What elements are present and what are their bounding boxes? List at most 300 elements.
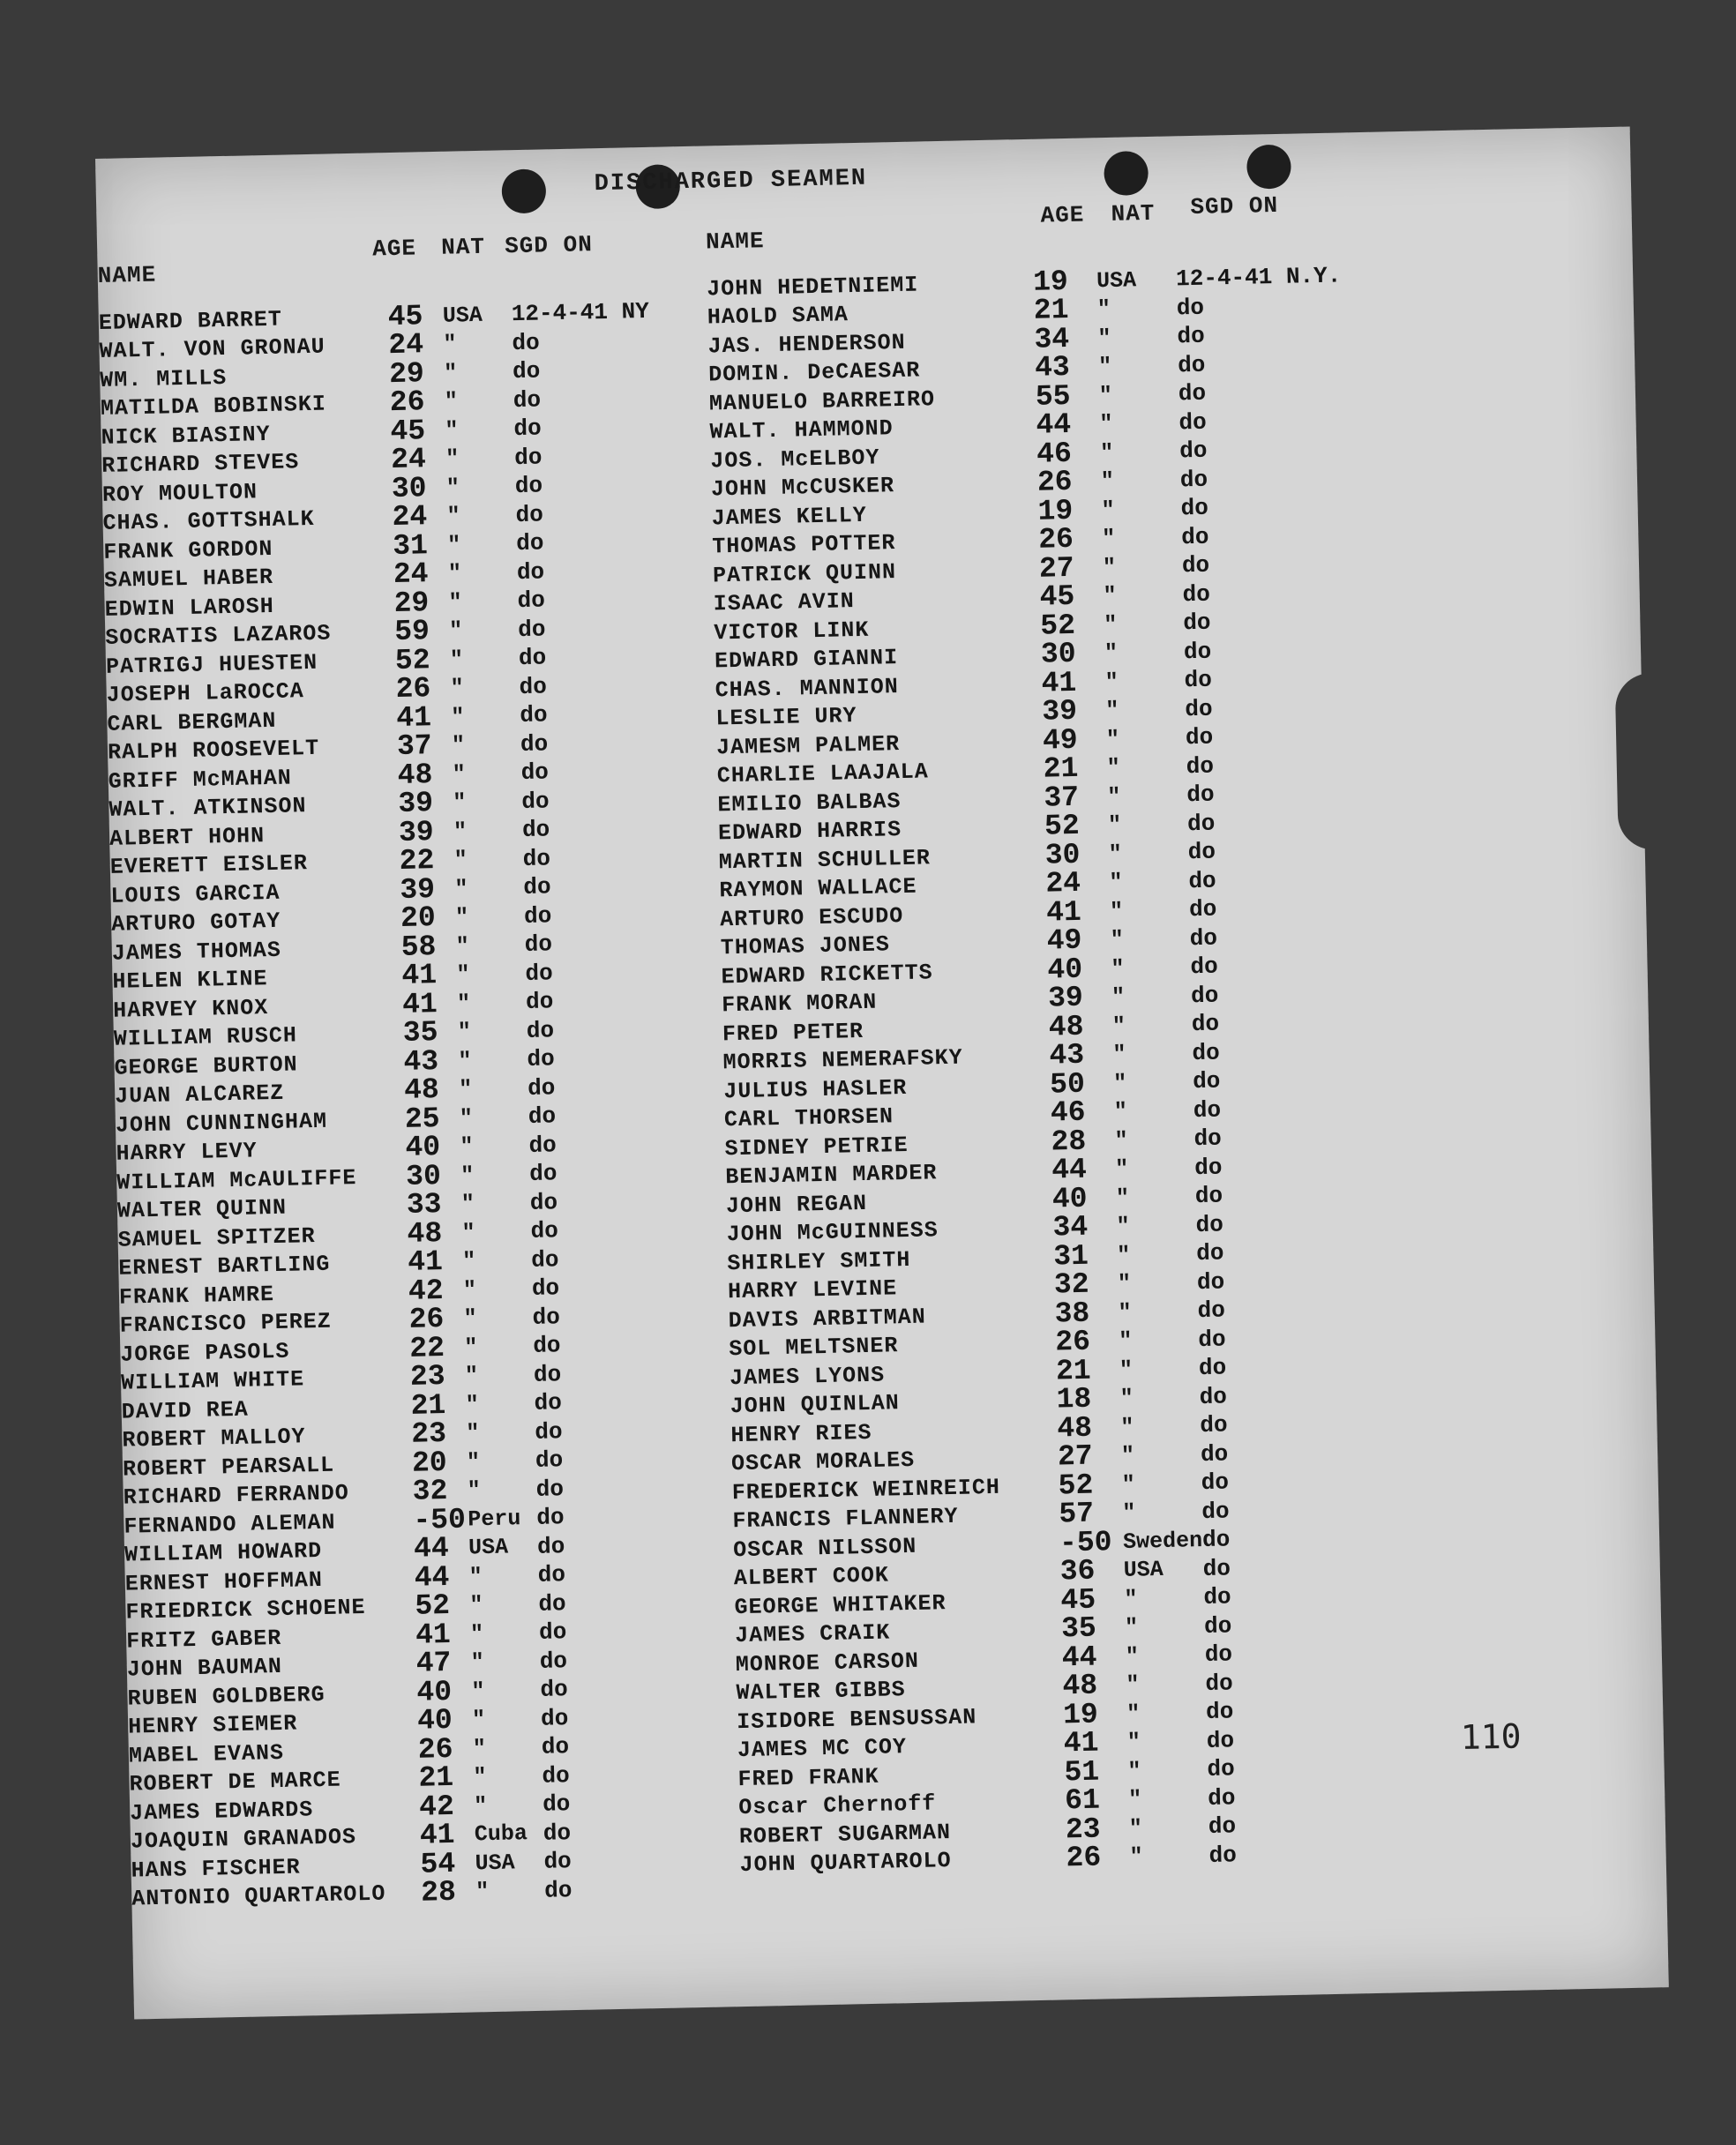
seaman-sgd: do: [1200, 1440, 1229, 1468]
seaman-nat: ": [464, 1363, 479, 1389]
seaman-sgd: do: [520, 730, 549, 758]
seaman-nat: ": [1121, 1471, 1136, 1498]
seaman-sgd: do: [528, 1160, 557, 1188]
seaman-sgd: do: [513, 386, 542, 414]
seaman-name: JAS. HENDERSON: [707, 329, 906, 360]
seaman-age: 37: [396, 729, 433, 764]
seaman-sgd: do: [1182, 609, 1211, 637]
seaman-sgd: do: [1197, 1297, 1226, 1325]
seaman-name: RALPH ROOSEVELT: [107, 736, 320, 766]
seaman-sgd: do: [518, 644, 547, 672]
seaman-nat: ": [464, 1334, 478, 1361]
seaman-age: 41: [401, 959, 438, 993]
seaman-name: JAMES KELLY: [711, 502, 867, 532]
seaman-sgd: do: [540, 1676, 568, 1704]
seaman-nat: USA: [475, 1850, 515, 1877]
seaman-nat: ": [1118, 1299, 1132, 1326]
seaman-nat: ": [469, 1592, 483, 1618]
seaman-name: ROBERT PEARSALL: [122, 1452, 335, 1483]
seaman-name: Oscar Chernoff: [738, 1790, 937, 1821]
seaman-name: HANS FISCHER: [131, 1854, 301, 1884]
seaman-nat: ": [1124, 1586, 1138, 1612]
seaman-nat: ": [1120, 1414, 1134, 1440]
seaman-age: 42: [408, 1274, 444, 1308]
left-header-name: NAME: [97, 261, 157, 289]
seaman-sgd: do: [1200, 1411, 1228, 1439]
seaman-nat: ": [453, 847, 468, 873]
seaman-age: 58: [400, 930, 437, 964]
seaman-name: EDWARD HARRIS: [717, 817, 902, 847]
seaman-sgd: do: [1183, 638, 1212, 666]
seaman-sgd: do: [517, 616, 546, 643]
seaman-nat: ": [1119, 1327, 1133, 1355]
punch-hole: [1246, 145, 1291, 190]
seaman-sgd: do: [1182, 580, 1211, 609]
seaman-name: OSCAR MORALES: [730, 1447, 916, 1477]
seaman-nat: ": [468, 1563, 483, 1590]
seaman-name: MANUELO BARREIRO: [708, 385, 936, 417]
seaman-nat: ": [458, 1048, 472, 1074]
seaman-age: 36: [1059, 1554, 1096, 1588]
seaman-nat: USA: [1096, 267, 1137, 295]
seaman-age: -50: [413, 1503, 467, 1537]
seaman-sgd: do: [1186, 810, 1216, 837]
seaman-nat: ": [1106, 755, 1121, 781]
seaman-age: 61: [1064, 1783, 1101, 1818]
seaman-nat: ": [453, 789, 467, 816]
right-header-name: NAME: [705, 228, 765, 256]
seaman-age: 41: [395, 700, 432, 735]
seaman-nat: ": [1104, 640, 1119, 667]
seaman-sgd: do: [1195, 1211, 1224, 1238]
seaman-nat: Cuba: [474, 1820, 528, 1848]
seaman-nat: ": [461, 1220, 475, 1246]
seaman-sgd: 12-4-41 N.Y.: [1175, 262, 1342, 293]
seaman-nat: ": [450, 675, 464, 701]
seaman-name: GEORGE WHITAKER: [734, 1589, 947, 1620]
seaman-nat: ": [1103, 583, 1117, 609]
seaman-name: JOHN QUINLAN: [730, 1390, 901, 1420]
seaman-name: ROY MOULTON: [101, 478, 258, 508]
seaman-sgd: do: [1192, 1039, 1221, 1066]
seaman-sgd: do: [535, 1475, 565, 1503]
seaman-sgd: do: [526, 1017, 555, 1044]
seaman-age: 43: [403, 1044, 439, 1079]
seaman-sgd: do: [1179, 408, 1208, 437]
seaman-age: 19: [1037, 494, 1074, 528]
seaman-nat: Sweden: [1122, 1527, 1203, 1555]
seaman-name: JOHN McGUINNESS: [726, 1217, 939, 1248]
seaman-nat: USA: [1123, 1557, 1164, 1584]
seaman-nat: ": [454, 904, 469, 930]
seaman-sgd: do: [537, 1561, 566, 1589]
seaman-name: SOL MELTSNER: [729, 1333, 899, 1363]
seaman-age: 21: [1043, 752, 1079, 786]
seaman-sgd: do: [522, 845, 551, 872]
seaman-nat: ": [1105, 698, 1119, 724]
seaman-age: 40: [416, 1675, 453, 1709]
seaman-name: JOSEPH LaROCCA: [106, 678, 305, 709]
seaman-age: 47: [415, 1647, 452, 1681]
seaman-age: 30: [1044, 838, 1081, 872]
seaman-nat: ": [1120, 1442, 1135, 1469]
seaman-age: 24: [1045, 867, 1081, 901]
seaman-name: CHAS. GOTTSHALK: [102, 506, 315, 537]
seaman-sgd: do: [1197, 1326, 1226, 1353]
seaman-sgd: do: [536, 1532, 565, 1560]
seaman-nat: ": [1126, 1700, 1141, 1727]
seaman-age: 48: [407, 1216, 443, 1251]
seaman-name: HELEN KLINE: [112, 966, 268, 996]
seaman-name: FRANK HAMRE: [118, 1281, 275, 1311]
seaman-name: RUBEN GOLDBERG: [127, 1681, 326, 1712]
seaman-age: 26: [408, 1303, 445, 1337]
seaman-nat: ": [1112, 1070, 1127, 1096]
seaman-sgd: do: [513, 444, 542, 471]
seaman-nat: ": [451, 704, 465, 730]
seaman-sgd: do: [541, 1733, 570, 1761]
seaman-age: 40: [1051, 1182, 1088, 1216]
seaman-name: FRIEDRICK SCHOENE: [125, 1595, 366, 1626]
seaman-sgd: do: [1191, 1010, 1220, 1038]
seaman-sgd: do: [1187, 838, 1216, 866]
seaman-name: JOHN McCUSKER: [710, 473, 895, 503]
seaman-sgd: do: [520, 701, 548, 729]
seaman-nat: ": [1109, 870, 1123, 896]
seaman-name: ISIDORE BENSUSSAN: [736, 1704, 977, 1735]
seaman-sgd: do: [528, 1102, 557, 1131]
seaman-age: 35: [402, 1016, 438, 1050]
seaman-age: 37: [1044, 781, 1080, 815]
seaman-nat: ": [1114, 1155, 1129, 1183]
seaman-age: 27: [1038, 551, 1074, 586]
seaman-sgd: do: [1184, 666, 1213, 694]
seaman-age: 48: [1048, 1010, 1084, 1044]
seaman-name: THOMAS POTTER: [712, 530, 896, 560]
seaman-age: 30: [391, 471, 427, 505]
seaman-name: WILLIAM HOWARD: [123, 1538, 323, 1568]
seaman-sgd: do: [519, 673, 548, 700]
seaman-sgd: do: [1188, 895, 1217, 923]
seaman-age: 40: [416, 1704, 453, 1738]
seaman-name: JOHN QUARTAROLO: [739, 1848, 952, 1879]
seaman-sgd: do: [536, 1504, 565, 1532]
seaman-sgd: do: [1179, 437, 1208, 465]
seaman-nat: ": [1122, 1499, 1136, 1527]
seaman-nat: ": [473, 1764, 487, 1790]
seaman-sgd: do: [521, 788, 550, 815]
seaman-sgd: do: [542, 1790, 571, 1819]
seaman-name: WILLIAM RUSCH: [113, 1022, 298, 1053]
seaman-age: 18: [1056, 1382, 1092, 1416]
seaman-name: JOHN BAUMAN: [126, 1654, 283, 1683]
seaman-age: 23: [409, 1360, 445, 1394]
seaman-sgd: do: [512, 329, 541, 356]
seaman-name: PATRIGJ HUESTEN: [105, 649, 318, 680]
seaman-nat: ": [1109, 898, 1124, 924]
seaman-nat: ": [458, 1076, 473, 1102]
seaman-nat: ": [449, 646, 464, 673]
seaman-sgd: do: [1185, 695, 1213, 723]
seaman-sgd: do: [529, 1189, 558, 1216]
seaman-name: FREDERICK WEINREICH: [731, 1474, 1001, 1506]
seaman-age: 39: [398, 815, 435, 849]
seaman-sgd: do: [1177, 322, 1206, 350]
seaman-age: 35: [1060, 1611, 1097, 1646]
right-header-nat: NAT: [1111, 199, 1156, 228]
seaman-sgd: do: [1181, 551, 1210, 579]
seaman-sgd: do: [1201, 1498, 1230, 1525]
seaman-nat: ": [459, 1105, 474, 1132]
seaman-age: 48: [1062, 1669, 1098, 1703]
seaman-name: GRIFF McMAHAN: [108, 765, 293, 795]
seaman-name: ISAAC AVIN: [713, 588, 856, 617]
seaman-age: 24: [388, 328, 424, 362]
seaman-sgd: do: [1207, 1784, 1236, 1812]
seaman-sgd: do: [1205, 1698, 1234, 1726]
seaman-nat: ": [475, 1879, 490, 1905]
seaman-name: JUAN ALCAREZ: [114, 1080, 285, 1110]
seaman-name: FRANK MORAN: [721, 989, 878, 1019]
seaman-name: FRITZ GABER: [125, 1625, 282, 1655]
seaman-sgd: do: [1202, 1555, 1231, 1582]
seaman-age: 52: [1058, 1469, 1094, 1503]
seaman-age: 49: [1046, 924, 1082, 958]
seaman-sgd: do: [523, 873, 551, 901]
seaman-name: WALT. HAMMOND: [709, 415, 894, 445]
seaman-name: HARRY LEVINE: [727, 1275, 898, 1305]
seaman-sgd: do: [525, 988, 554, 1016]
seaman-age: 57: [1059, 1497, 1095, 1531]
seaman-age: 54: [420, 1847, 456, 1881]
seaman-age: 51: [1064, 1755, 1100, 1790]
seaman-nat: ": [453, 818, 468, 845]
seaman-nat: ": [460, 1133, 474, 1160]
seaman-age: 40: [1047, 953, 1083, 987]
seaman-sgd: do: [1195, 1239, 1224, 1267]
seaman-nat: ": [1124, 1614, 1139, 1641]
seaman-age: 40: [405, 1131, 441, 1165]
seaman-nat: ": [457, 1019, 472, 1045]
seaman-sgd: do: [517, 587, 546, 615]
seaman-nat: ": [446, 503, 460, 529]
seaman-age: 52: [1039, 609, 1076, 643]
seaman-name: CARL BERGMAN: [107, 707, 277, 737]
seaman-name: PATRICK QUINN: [712, 558, 897, 589]
seaman-age: 25: [404, 1102, 440, 1136]
seaman-name: JAMES THOMAS: [111, 937, 282, 967]
seaman-age: 49: [1042, 723, 1079, 758]
seaman-sgd: do: [1180, 523, 1209, 551]
seaman-sgd: do: [1190, 982, 1219, 1009]
seaman-name: JOS. McELBOY: [710, 445, 880, 475]
seaman-nat: ": [1105, 726, 1120, 752]
seaman-name: EDWARD GIANNI: [714, 645, 899, 675]
seaman-nat: ": [1126, 1671, 1140, 1699]
seaman-age: 44: [1051, 1153, 1088, 1187]
seaman-age: 26: [1036, 466, 1073, 499]
left-header-age: AGE: [371, 235, 417, 263]
seaman-sgd: do: [515, 501, 544, 528]
seaman-name: OSCAR NILSSON: [732, 1533, 917, 1563]
seaman-age: 34: [1052, 1210, 1089, 1244]
seaman-name: JAMES LYONS: [729, 1362, 886, 1391]
seaman-age: 24: [390, 443, 427, 477]
seaman-name: DAVID REA: [121, 1396, 250, 1425]
seaman-sgd: do: [1188, 867, 1216, 894]
seaman-age: 20: [411, 1446, 448, 1480]
seaman-nat: ": [1104, 611, 1118, 638]
left-seamen-list: [99, 295, 748, 1913]
seaman-nat: ": [461, 1248, 476, 1274]
seaman-nat: ": [471, 1678, 485, 1705]
seaman-age: 41: [401, 987, 438, 1021]
seaman-sgd: do: [540, 1704, 569, 1732]
seaman-nat: ": [454, 876, 468, 902]
seaman-nat: ": [470, 1649, 485, 1676]
seaman-sgd: do: [1186, 781, 1215, 809]
seaman-name: MORRIS NEMERAFSKY: [722, 1044, 963, 1076]
seaman-age: 42: [418, 1790, 455, 1824]
seaman-nat: ": [444, 388, 459, 415]
seaman-age: 52: [1044, 810, 1081, 843]
seaman-age: 28: [420, 1876, 457, 1910]
seaman-age: 20: [400, 901, 437, 936]
seaman-age: 39: [1041, 695, 1078, 729]
punch-hole: [1104, 151, 1149, 196]
seaman-nat: ": [445, 417, 459, 444]
seaman-name: NICK BIASINY: [101, 421, 271, 451]
seaman-age: 26: [389, 385, 425, 420]
seaman-age: 41: [1063, 1726, 1099, 1760]
seaman-nat: ": [472, 1735, 487, 1762]
seaman-age: 30: [405, 1159, 442, 1193]
seaman-sgd: do: [1194, 1154, 1223, 1181]
seaman-name: JORGE PASOLS: [120, 1338, 290, 1368]
seaman-name: MABEL EVANS: [128, 1739, 285, 1769]
seaman-sgd: do: [515, 529, 544, 557]
left-header-sgd: SGD ON: [504, 231, 594, 260]
seaman-age: 41: [1041, 666, 1077, 700]
seaman-name: CARL THORSEN: [723, 1103, 894, 1133]
right-header-sgd: SGD ON: [1190, 191, 1279, 221]
seaman-name: ROBERT MALLOY: [122, 1424, 306, 1454]
seaman-nat: ": [1107, 783, 1121, 810]
document-page: [95, 127, 1669, 2020]
seaman-sgd: do: [1194, 1125, 1223, 1153]
seaman-name: SAMUEL SPITZER: [117, 1222, 316, 1253]
seaman-nat: ": [1100, 468, 1115, 495]
seaman-name: WILLIAM WHITE: [120, 1366, 305, 1396]
seaman-age: 26: [395, 672, 431, 706]
seaman-age: -50: [1059, 1525, 1112, 1560]
seaman-nat: ": [1117, 1270, 1132, 1297]
seaman-nat: ": [445, 445, 460, 473]
seaman-name: EVERETT EISLER: [109, 850, 309, 881]
seaman-age: 45: [387, 300, 423, 333]
seaman-age: 50: [1049, 1067, 1086, 1102]
left-header-nat: NAT: [440, 233, 486, 261]
seaman-name: MARTIN SCHULLER: [718, 845, 932, 876]
seaman-name: ALBERT HOHN: [108, 822, 266, 852]
seaman-nat: ": [1107, 812, 1122, 839]
seaman-age: 24: [393, 557, 429, 592]
seaman-nat: ": [1111, 1013, 1126, 1039]
seaman-nat: ": [1128, 1815, 1143, 1842]
seaman-name: FRANCIS FLANNERY: [732, 1504, 959, 1535]
seaman-age: 55: [1035, 379, 1071, 414]
seaman-nat: ": [1114, 1127, 1128, 1154]
seaman-name: FRANK GORDON: [103, 535, 273, 565]
seaman-sgd: do: [521, 816, 550, 844]
seaman-nat: ": [1108, 841, 1123, 867]
seaman-sgd: do: [539, 1647, 568, 1675]
seaman-age: 45: [390, 414, 426, 448]
seaman-sgd: do: [1185, 723, 1214, 751]
seaman-sgd: do: [542, 1761, 571, 1790]
seaman-name: JAMESM PALMER: [715, 730, 901, 761]
seaman-sgd: 12-4-41 NY: [511, 298, 650, 328]
seaman-name: ARTURO ESCUDO: [719, 902, 904, 933]
seaman-nat: ": [1098, 382, 1113, 408]
seaman-name: JOHN REGAN: [725, 1190, 868, 1220]
seaman-name: EMILIO BALBAS: [717, 788, 902, 818]
seaman-age: 48: [1057, 1411, 1093, 1446]
seaman-age: 26: [417, 1732, 453, 1767]
seaman-sgd: do: [1193, 1096, 1222, 1124]
seaman-nat: ": [1097, 325, 1111, 351]
seaman-sgd: do: [543, 1848, 572, 1876]
seaman-nat: ": [1116, 1242, 1131, 1268]
torn-edge: [1615, 673, 1672, 850]
seaman-nat: ": [1099, 439, 1114, 466]
seaman-sgd: do: [1205, 1670, 1234, 1697]
seaman-name: FRANCISCO PEREZ: [119, 1308, 333, 1339]
seaman-nat: ": [1127, 1758, 1141, 1784]
seaman-age: 30: [1040, 638, 1077, 671]
seaman-nat: ": [460, 1162, 475, 1189]
seaman-sgd: do: [1194, 1182, 1223, 1210]
seaman-name: SAMUEL HABER: [103, 564, 274, 594]
seaman-age: 38: [1054, 1297, 1090, 1331]
seaman-nat: ": [1116, 1213, 1130, 1240]
seaman-nat: ": [1127, 1786, 1142, 1813]
seaman-sgd: do: [1180, 494, 1209, 522]
seaman-sgd: do: [530, 1217, 559, 1245]
seaman-sgd: do: [1176, 294, 1205, 322]
seaman-name: WILLIAM McAULIFFE: [116, 1164, 357, 1196]
seaman-age: 39: [1047, 982, 1084, 1015]
seaman-sgd: do: [525, 960, 553, 987]
seaman-name: SHIRLEY SMITH: [727, 1246, 911, 1277]
seaman-nat: ": [466, 1420, 480, 1446]
seaman-nat: ": [469, 1620, 484, 1648]
seaman-name: JAMES MC COY: [737, 1734, 908, 1764]
seaman-name: JAMES EDWARDS: [129, 1796, 314, 1827]
seaman-nat: ": [1125, 1643, 1140, 1670]
seaman-sgd: do: [1179, 466, 1208, 494]
seaman-age: 31: [392, 528, 429, 563]
seaman-sgd: do: [542, 1819, 572, 1847]
seaman-nat: ": [443, 360, 458, 386]
seaman-name: HARVEY KNOX: [112, 994, 269, 1024]
seaman-nat: ": [447, 560, 462, 587]
seaman-nat: ": [1096, 296, 1111, 323]
seaman-age: 26: [1037, 523, 1074, 557]
seaman-nat: ": [446, 532, 461, 558]
seaman-sgd: do: [1207, 1755, 1236, 1783]
seaman-name: EDWARD RICKETTS: [721, 960, 933, 990]
